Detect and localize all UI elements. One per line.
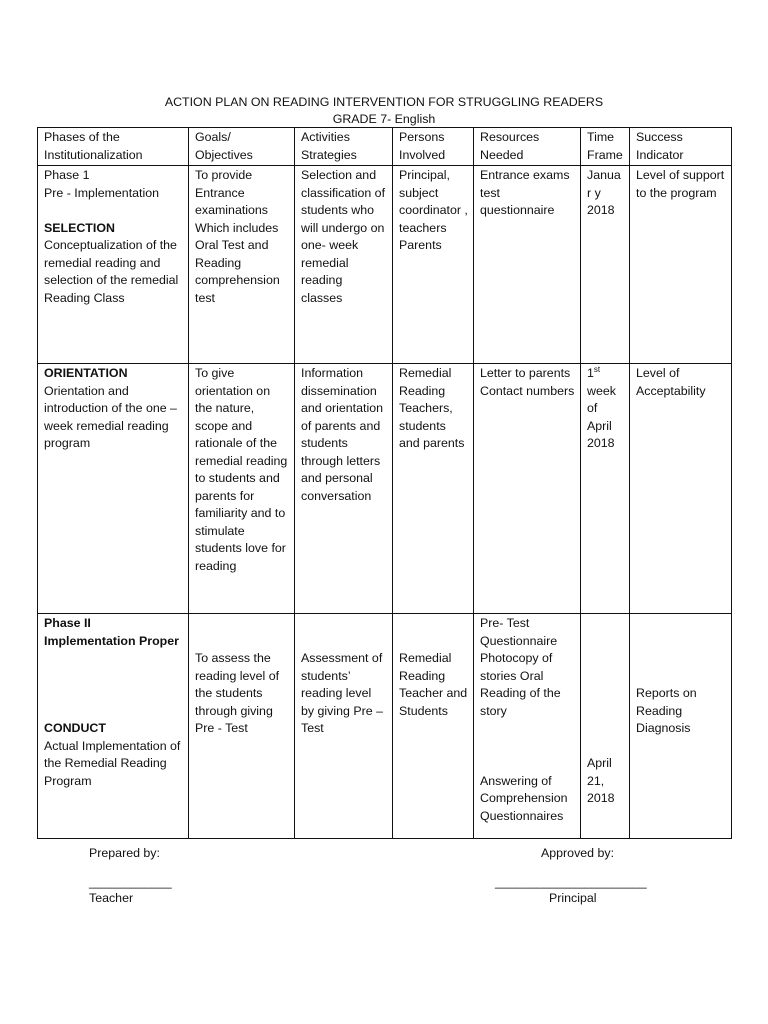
stage-title: CONDUCT [44,721,106,735]
success-text: Reports on Reading Diagnosis [636,686,697,735]
principal-signature-line: ______________________ [495,875,647,889]
table-row [38,166,732,364]
header-cell: Persons Involved [393,128,474,166]
persons-cell [393,614,474,839]
resources-cell: Letter to parents Contact numbers [474,364,581,614]
persons-cell: Remedial Reading Teachers, students and parents [393,364,474,614]
stage-description: Orientation and introduction of the one – week remedial reading program [44,383,177,450]
phase-cell [38,166,189,364]
header-cell: Phases of the Institutionalization [38,128,189,166]
time-text: April 21, 2018 [587,756,615,805]
table-header-row [38,128,732,166]
activities-text: Assessment of students’ reading level by giving Pre – Test [301,651,383,735]
header-cell: Resources Needed [474,128,581,166]
time-cell: Januar y 2018 [581,166,630,364]
phase-cell [38,614,189,839]
resources-cell: Entrance exams test questionnaire [474,166,581,364]
approved-by-label: Approved by: [541,846,615,860]
stage-title: SELECTION [44,220,115,235]
header-cell: Goals/ Objectives [189,128,295,166]
goals-text: To assess the reading level of the students through giving Pre - Test [195,651,280,735]
document-title: ACTION PLAN ON READING INTERVENTION FOR STRUGGLING READERS [164,95,604,109]
time-cell [581,614,630,839]
teacher-signature-line: ____________ [89,875,172,889]
time-ordinal: st [593,364,601,374]
teacher-label: Teacher [89,891,134,905]
stage-title: ORIENTATION [44,366,128,380]
table-row [38,614,732,839]
goals-cell: To give orientation on the nature, scope and rationale of the remedial reading to students and parents for familiarity and to stimulate students love for reading [189,364,295,614]
time-rest: week of April 2018 [587,383,616,450]
principal-label: Principal [549,891,597,905]
activities-cell: Information dissemination and orientation of parents and students through letters and personal conversation [295,364,393,614]
stage-description: Actual Implementation of the Remedial Reading Program [44,738,181,788]
time-number: 1 [587,366,594,380]
table-row [38,364,732,614]
header-cell: Time Frame [581,128,630,166]
persons-cell: Principal, subject coordinator , teachers Parents [393,166,474,364]
success-cell: Level of support to the program [630,166,732,364]
success-cell: Level of Acceptability [630,364,732,614]
activities-cell: Selection and classification of students who will undergo on one- week remedial reading classes [295,166,393,364]
success-cell [630,614,732,839]
resources-text: Answering of Comprehension Questionnaires [480,773,568,823]
resources-cell [474,614,581,839]
activities-cell [295,614,393,839]
stage-description: Conceptualization of the remedial reading and selection of the remedial Reading Class [44,238,179,305]
goals-cell [189,614,295,839]
goals-cell: To provide Entrance examinations Which includes Oral Test and Reading comprehension test [189,166,295,364]
document-subtitle: GRADE 7- English [332,112,436,126]
prepared-by-label: Prepared by: [89,846,160,860]
header-cell: Activities Strategies [295,128,393,166]
resources-text: Pre- Test Questionnaire Photocopy of stories Oral Reading of the story [480,616,561,718]
persons-text: Remedial Reading Teacher and Students [399,651,468,718]
time-cell [581,364,630,614]
header-cell: Success Indicator [630,128,732,166]
phase-label: Phase 1 Pre - Implementation [44,168,160,200]
phase-label: Phase II Implementation Proper [44,616,179,648]
action-plan-table [37,127,732,839]
phase-cell [38,364,189,614]
